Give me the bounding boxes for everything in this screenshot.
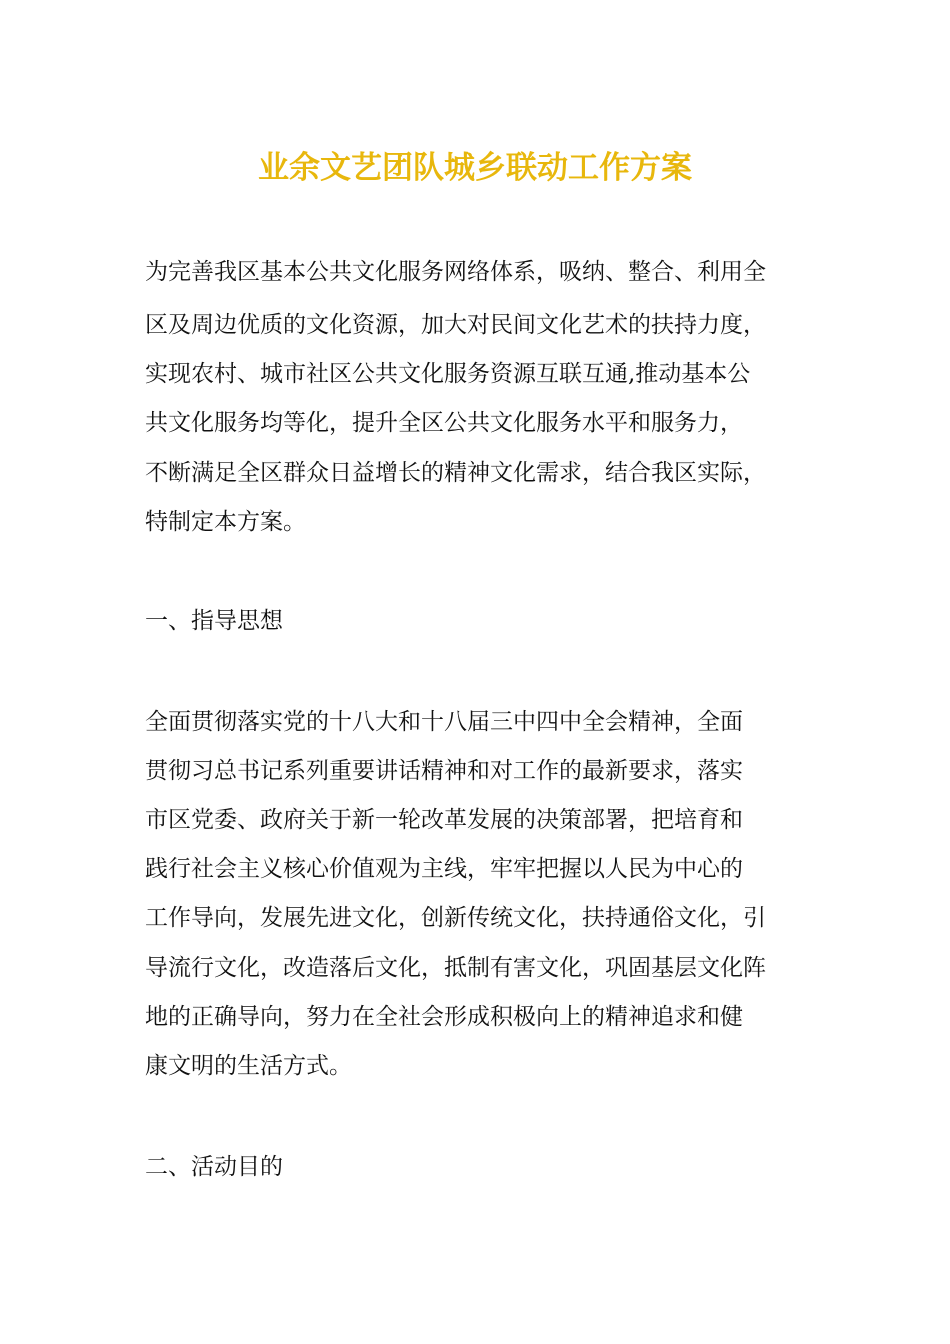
intro-line-6: 特制定本方案。	[145, 509, 306, 535]
section-heading-activity-purpose: 二、活动目的	[145, 1154, 283, 1180]
section1-line-8: 康文明的生活方式。	[145, 1053, 352, 1079]
intro-line-4: 共文化服务均等化，提升全区公共文化服务水平和服务力，	[145, 410, 743, 436]
section1-line-4: 践行社会主义核心价值观为主线，牢牢把握以人民为中心的	[145, 856, 743, 882]
section1-line-2: 贯彻习总书记系列重要讲话精神和对工作的最新要求，落实	[145, 758, 743, 784]
section-heading-guiding-thought: 一、指导思想	[145, 608, 283, 634]
intro-line-3: 实现农村、城市社区公共文化服务资源互联互通,推动基本公	[145, 361, 751, 387]
intro-line-1: 为完善我区基本公共文化服务网络体系，吸纳、整合、利用全	[145, 259, 766, 285]
document-title: 业余文艺团队城乡联动工作方案	[258, 150, 692, 186]
section1-line-3: 市区党委、政府关于新一轮改革发展的决策部署，把培育和	[145, 807, 743, 833]
section1-line-1: 全面贯彻落实党的十八大和十八届三中四中全会精神，全面	[145, 709, 743, 735]
section1-line-7: 地的正确导向，努力在全社会形成积极向上的精神追求和健	[145, 1004, 743, 1030]
intro-line-2: 区及周边优质的文化资源，加大对民间文化艺术的扶持力度，	[145, 312, 766, 338]
section1-line-5: 工作导向，发展先进文化，创新传统文化，扶持通俗文化，引	[145, 905, 766, 931]
section1-line-6: 导流行文化，改造落后文化，抵制有害文化，巩固基层文化阵	[145, 955, 766, 981]
intro-line-5: 不断满足全区群众日益增长的精神文化需求，结合我区实际，	[145, 460, 766, 486]
